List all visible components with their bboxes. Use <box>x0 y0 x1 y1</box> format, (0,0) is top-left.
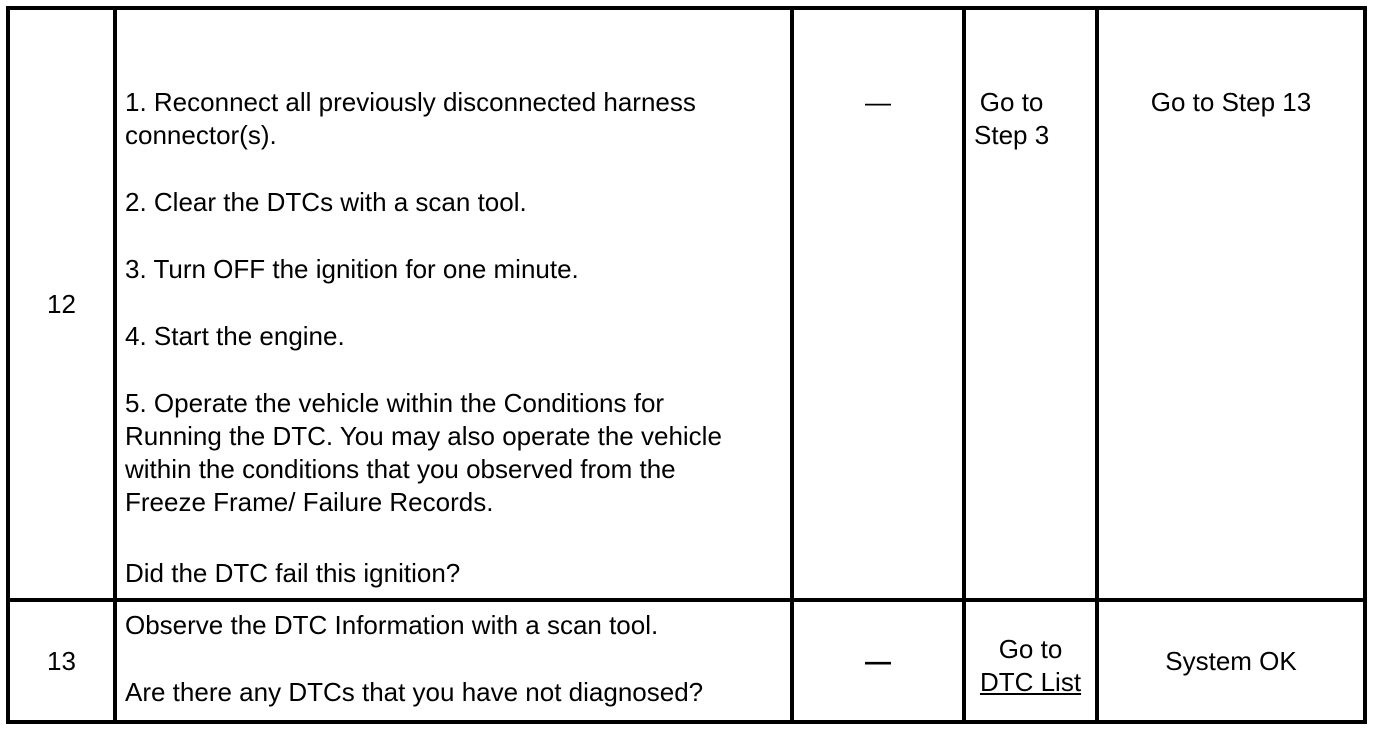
action-step: Observe the DTC Information with a scan tool. <box>125 610 659 640</box>
action-question: Are there any DTCs that you have not diagnosed? <box>125 677 704 707</box>
yes-cell <box>964 600 1097 722</box>
yes-cell <box>964 8 1097 600</box>
step-number: 12 <box>8 8 115 600</box>
action-question: Did the DTC fail this ignition? <box>125 558 461 588</box>
value-cell: — <box>792 600 964 722</box>
yes-text: Go to <box>979 87 1044 117</box>
diagnostic-table <box>6 6 1367 724</box>
action-step: 4. Start the engine. <box>125 321 345 351</box>
action-step: 1. Reconnect all previously disconnected harness connector(s). <box>125 87 696 150</box>
value-cell: — <box>792 8 964 600</box>
yes-text: Step 3 <box>974 120 1050 150</box>
no-cell: Go to Step 13 <box>1097 8 1365 600</box>
table-row <box>8 8 1365 600</box>
no-cell: System OK <box>1097 600 1365 722</box>
action-cell <box>115 8 792 600</box>
action-step: 5. Operate the vehicle within the Conditions for Running the DTC. You may also operate the vehicle within the conditions that you observed from the Freeze Frame/ Failure Records. <box>125 388 722 517</box>
dtc-list-link[interactable]: DTC List <box>979 667 1082 697</box>
yes-text: Go to <box>998 634 1063 664</box>
action-step: 2. Clear the DTCs with a scan tool. <box>125 187 527 217</box>
action-step: 3. Turn OFF the ignition for one minute. <box>125 254 579 284</box>
table-row <box>8 600 1365 722</box>
step-number: 13 <box>8 600 115 722</box>
action-cell <box>115 600 792 722</box>
